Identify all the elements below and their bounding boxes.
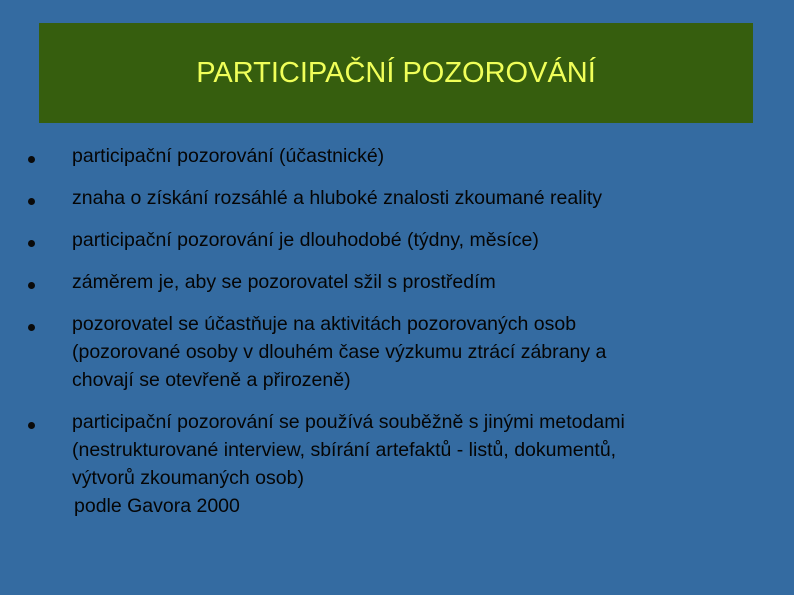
bullet-text <box>72 184 772 212</box>
bullet-line: (pozorované osoby v dlouhém čase výzkumu ztrácí zábrany a <box>72 341 607 363</box>
bullet-line: pozorovatel se účastňuje na aktivitách pozorovaných osob <box>72 313 577 335</box>
slide-title: PARTICIPAČNÍ POZOROVÁNÍ <box>196 57 596 89</box>
bullet-line: chovají se otevřeně a přirozeně) <box>72 369 351 391</box>
bullet-dot-icon <box>28 422 35 429</box>
source-citation: podle Gavora 2000 <box>74 495 240 517</box>
bullet-line: participační pozorování je dlouhodobé (týdny, měsíce) <box>72 229 539 251</box>
bullet-dot-icon <box>28 282 35 289</box>
bullet-line: (nestrukturované interview, sbírání artefaktů - listů, dokumentů, <box>72 439 617 461</box>
bullet-dot-icon <box>28 156 35 163</box>
bullet-text <box>72 310 772 394</box>
bullet-dot-icon <box>28 198 35 205</box>
bullet-dot-icon <box>28 240 35 247</box>
bullet-line: participační pozorování se používá souběžně s jinými metodami <box>72 411 625 433</box>
bullet-line: záměrem je, aby se pozorovatel sžil s prostředím <box>72 271 496 293</box>
bullet-dot-icon <box>28 324 35 331</box>
bullet-text <box>72 408 772 520</box>
bullet-text <box>72 142 772 170</box>
bullet-text <box>72 226 772 254</box>
bullet-line: znaha o získání rozsáhlé a hluboké znalosti zkoumané reality <box>72 187 603 209</box>
bullet-line: výtvorů zkoumaných osob) <box>72 467 304 489</box>
bullet-line: participační pozorování (účastnické) <box>72 145 385 167</box>
bullet-text <box>72 268 772 296</box>
